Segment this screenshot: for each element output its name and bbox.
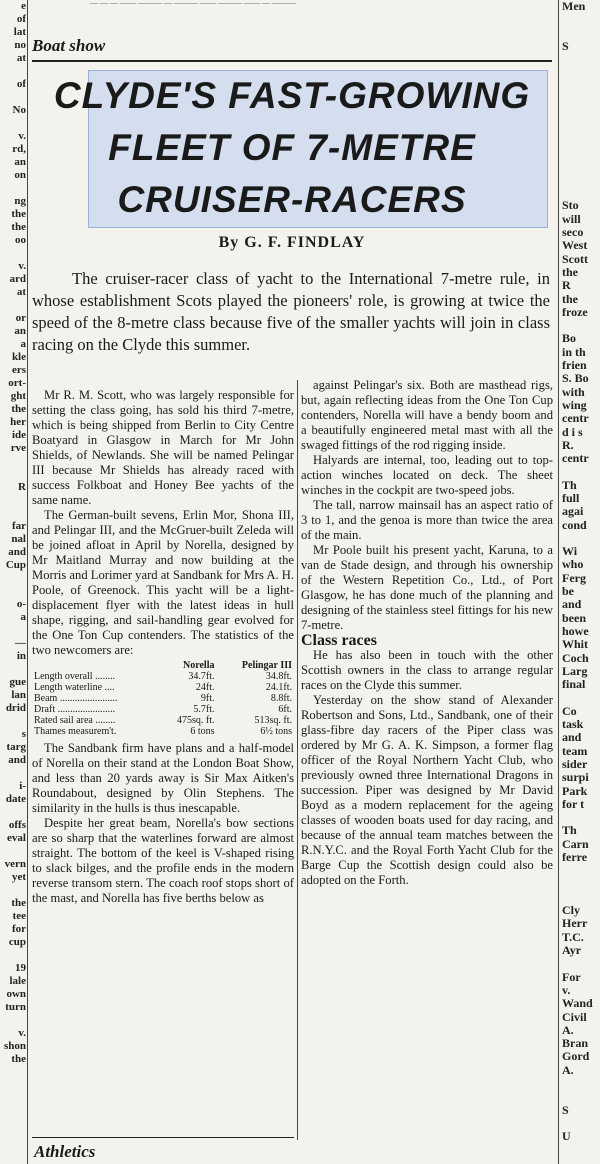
table-row — [32, 726, 294, 737]
table-cell: 34.7ft. — [188, 671, 215, 682]
next-section-label: Athletics — [34, 1142, 96, 1161]
cropped-text-fragment — [0, 806, 26, 819]
cropped-text-fragment: Bran — [562, 1036, 589, 1051]
cropped-text-fragment: U — [562, 1129, 571, 1144]
cropped-text-fragment: be — [562, 584, 574, 599]
cropped-text-fragment: turn — [5, 1001, 26, 1013]
cropped-text-fragment — [0, 663, 26, 676]
cropped-text-fragment: ort- — [8, 377, 26, 389]
cropped-text-fragment — [562, 811, 600, 824]
cropped-text-fragment — [562, 1117, 600, 1130]
headline — [32, 70, 552, 226]
paragraph: Despite her great beam, Norella's bow sections are so sharp that the waterlines forward are almost straight. The bottom of the keel is V-shaped rising to slack bilges, and the profile ends in the modern reverse transom stern. The coach roof stops short of the mast, and Norella has five berths below as — [32, 816, 294, 905]
cropped-text-fragment — [0, 65, 26, 78]
cropped-text-fragment — [0, 494, 26, 507]
cropped-text-fragment: A. — [562, 1022, 574, 1037]
cropped-text-fragment: seco — [562, 225, 584, 240]
paragraph: Mr Poole built his present yacht, Karuna, to a van de Stade design, and through his ownership of the Western Repetition Co., Ltd., of Port Glasgow, he has done much of the planning and designing of the stainless steel fittings for his new 7-metre. — [301, 543, 553, 632]
left-column-rule — [27, 0, 28, 1164]
cropped-text-fragment: 19 — [15, 962, 26, 974]
cropped-text-fragment: at — [16, 286, 26, 298]
cropped-text-fragment: offs — [8, 819, 26, 831]
cropped-text-fragment: far — [11, 520, 26, 532]
cropped-text-fragment: targ — [6, 741, 26, 753]
cropped-text-fragment: Carn — [562, 836, 589, 851]
cropped-text-fragment: ide — [11, 429, 26, 441]
cropped-text-fragment: a — [20, 611, 26, 623]
table-row — [32, 671, 294, 682]
cropped-text-fragment: final — [562, 677, 586, 692]
cropped-text-fragment — [562, 864, 600, 877]
cropped-text-fragment: in — [16, 650, 26, 662]
cropped-text-fragment: and — [562, 597, 582, 612]
cropped-text-fragment — [0, 845, 26, 858]
cropped-text-fragment: the — [11, 897, 26, 909]
cropped-text-fragment — [562, 133, 600, 146]
cropped-text-fragment: the — [11, 1053, 26, 1065]
cropped-text-fragment: cup — [8, 936, 26, 948]
cropped-text-fragment: or — [15, 312, 26, 324]
table-cell: Rated sail area ........ — [34, 715, 116, 726]
cropped-text-fragment: v. — [18, 1027, 26, 1039]
paragraph: Mr R. M. Scott, who was largely responsible for setting the class going, has sold his third 7-metre, which is being shipped from Berlin to City Centre Boatyard in Glasgow in March for Mr John Shields, of Newlands. She will be named Pelingar III because Mr Shields has already raced with success Folkboat and Honey Bee yachts of the same name. — [32, 388, 294, 507]
cropped-text-fragment — [562, 120, 600, 133]
table-cell: Beam ....................... — [34, 693, 118, 704]
cropped-text-fragment: task — [562, 717, 584, 732]
cropped-text-fragment — [562, 691, 600, 704]
cropped-text-fragment: and — [8, 754, 26, 766]
cropped-text-fragment: wing — [562, 397, 587, 412]
cropped-text-fragment: Gord — [562, 1049, 590, 1064]
cropped-text-fragment: Ayr — [562, 943, 582, 958]
cropped-text-fragment: her — [10, 416, 26, 428]
table-row — [32, 693, 294, 704]
cropped-text-fragment — [0, 91, 26, 104]
table-cell: Length overall ........ — [34, 671, 116, 682]
cropped-text-fragment: Th — [562, 823, 577, 838]
cropped-text-fragment: with — [562, 384, 585, 399]
cropped-text-fragment: and — [562, 730, 582, 745]
cropped-text-fragment: West — [562, 238, 588, 253]
cropped-text-fragment: drid — [5, 702, 26, 714]
table-header-row — [32, 660, 294, 671]
cropped-text-fragment — [562, 1090, 600, 1103]
cropped-text-fragment: who — [562, 557, 584, 572]
cropped-text-fragment: A. — [562, 1062, 574, 1077]
right-neighbour-column — [562, 0, 600, 1164]
cropped-text-fragment — [562, 66, 600, 79]
cropped-text-fragment: v. — [18, 130, 26, 142]
cropped-text-fragment: in th — [562, 344, 586, 359]
cropped-text-fragment: shon — [3, 1040, 26, 1052]
byline: By G. F. FINDLAY — [218, 234, 366, 251]
cropped-text-fragment: centr — [562, 451, 589, 466]
cropped-text-fragment: Cup — [5, 559, 26, 571]
subheading: Class races — [301, 632, 377, 649]
cropped-text-fragment — [562, 27, 600, 40]
cropped-text-fragment — [0, 247, 26, 260]
cropped-text-fragment — [562, 1077, 600, 1090]
cropped-text-fragment: ers — [11, 364, 26, 376]
headline-line: CLYDE'S FAST-GROWING — [53, 75, 531, 116]
cropped-text-fragment: s — [21, 728, 26, 740]
cropped-text-fragment: ard — [9, 273, 26, 285]
table-cell: 34.8ft. — [265, 671, 292, 682]
cropped-text-fragment: and — [8, 546, 26, 558]
cropped-text-fragment: Co — [562, 703, 577, 718]
table-cell: 5.7ft. — [193, 704, 215, 715]
cropped-text-fragment — [562, 53, 600, 66]
table-cell: 8.8ft. — [270, 693, 292, 704]
table-cell: 9ft. — [200, 693, 215, 704]
cropped-text-fragment: v. — [18, 260, 26, 272]
cropped-text-fragment: centr — [562, 411, 589, 426]
cropped-text-fragment: of — [16, 78, 26, 90]
table-row — [32, 682, 294, 693]
cropped-text-fragment: kle — [11, 351, 26, 363]
cropped-text-fragment: frien — [562, 358, 587, 373]
cropped-text-fragment: for — [11, 923, 26, 935]
cropped-text-fragment: Bo — [562, 331, 577, 346]
cropped-text-fragment: Th — [562, 477, 577, 492]
cropped-text-fragment — [562, 532, 600, 545]
cropped-text-fragment: of — [16, 13, 26, 25]
cropped-text-fragment — [0, 468, 26, 481]
cropped-text-fragment: lale — [9, 975, 26, 987]
cropped-text-fragment: S — [562, 38, 569, 53]
cropped-text-fragment — [562, 891, 600, 904]
cropped-text-fragment: eval — [7, 832, 26, 844]
table-cell: 513sq. ft. — [254, 715, 292, 726]
cropped-text-fragment — [0, 117, 26, 130]
cropped-text-fragment: R — [562, 278, 571, 293]
cropped-text-fragment — [0, 1014, 26, 1027]
cropped-text-fragment: lan — [11, 689, 26, 701]
paragraph: against Pelingar's six. Both are masthead rigs, but, again reflecting ideas from the One Ton Cup contenders, Norella will have a bendy boom and a beautifully engineered metal mast with all the swaged fittings of the rod rigging inside. — [301, 378, 553, 452]
cropped-text-fragment: been — [562, 610, 586, 625]
cropped-text-fragment: the — [11, 221, 26, 233]
cropped-text-fragment — [562, 160, 600, 173]
paragraph: He has also been in touch with the other Scottish owners in the class to arrange regular races on the Clyde this summer. — [301, 648, 553, 692]
table-cell: Length waterline .... — [34, 682, 115, 693]
cropped-text-fragment: rd, — [12, 143, 26, 155]
cropped-text-fragment: Scott — [562, 251, 588, 266]
cropped-text-fragment — [0, 507, 26, 520]
cropped-text-fragment: Wand — [562, 996, 593, 1011]
table-cell: 475sq. ft. — [176, 715, 215, 726]
cropped-text-fragment: Cly — [562, 903, 580, 918]
cropped-text-fragment: Men — [562, 0, 586, 13]
cropped-text-fragment — [0, 299, 26, 312]
cropped-text-fragment: Ferg — [562, 570, 586, 585]
cropped-text-fragment: T.C. — [562, 929, 584, 944]
section-rule — [32, 60, 552, 62]
headline-line: FLEET OF 7-METRE — [108, 127, 476, 168]
paragraph: Halyards are internal, too, leading out to top-action winches located on deck. The sheet winches in the cockpit are two-speed jobs. — [301, 453, 553, 497]
cropped-text-fragment — [562, 319, 600, 332]
cropped-text-fragment: No — [12, 104, 26, 116]
paragraph: The German-built sevens, Erlin Mor, Shona III, and Pelingar III, and the McGruer-built Zeleda will be joined afloat in April by Norella, designed by Mr Maitland Murray and now building at the Morris and Lorimer yard at Sandbank for Mrs A. H. Poole, of Greenock. This yacht will be a light-displacement flyer with the latest ideas in hull shape, rigging, and sail-handling gear evolved for the One Ton Cup contenders. The statistics of the two newcomers are: — [32, 508, 294, 657]
cropped-text-fragment: full — [562, 490, 580, 505]
table-header-cell: Pelingar III — [241, 660, 292, 671]
table-header-cell — [32, 660, 157, 671]
cropped-text-fragment: S — [562, 1102, 569, 1117]
cropped-text-fragment: a — [20, 338, 26, 350]
paragraph: The Sandbank firm have plans and a half-model of Norella on their stand at the London Boat Show, and less than 20 yards away is Sir Max Aitken's Roundabout, designed by Olin Stephens. The similarity in the hulls is thus inescapable. — [32, 741, 294, 815]
cropped-text-fragment: d i s — [562, 424, 583, 439]
cropped-text-fragment: lat — [13, 26, 26, 38]
cropped-text-fragment — [0, 585, 26, 598]
cropped-text-fragment: froze — [562, 304, 588, 319]
cropped-text-fragment: ght — [10, 390, 26, 402]
table-row — [32, 704, 294, 715]
table-header-cell: Norella — [183, 660, 215, 671]
cropped-text-fragment — [0, 767, 26, 780]
cropped-text-fragment — [0, 715, 26, 728]
cropped-text-fragment: vern — [4, 858, 26, 870]
article-column-1 — [32, 388, 294, 906]
statistics-table — [32, 660, 294, 737]
paragraph: Yesterday on the show stand of Alexander Robertson and Sons, Ltd., Sandbank, one of their glass-fibre day racers of the Piper class was ordered by Mr G. A. K. Simpson, a former flag officer of the Royal Northern Yacht Club, who previously owned three International Dragons in succession. Piper was designed by Mr David Boyd as a modern replacement for the ageing classes of wooden boats used for day racing, and because of the annual team matches between the R.N.Y.C. and the Royal Forth Yacht Club for the Barge Cup the Scottish design could also be adopted on the Forth. — [301, 693, 553, 887]
cropped-text-fragment: rve — [10, 442, 26, 454]
cropped-text-fragment: nal — [11, 533, 26, 545]
cropped-text-fragment: yet — [11, 871, 26, 883]
cropped-text-fragment: will — [562, 211, 581, 226]
cropped-text-fragment — [562, 80, 600, 93]
cropped-text-fragment: the — [11, 403, 26, 415]
headline-line: CRUISER-RACERS — [117, 179, 467, 220]
cropped-text-fragment — [0, 455, 26, 468]
cropped-text-fragment: no — [14, 39, 26, 51]
cropped-text-fragment: cond — [562, 517, 587, 532]
table-cell: 6ft. — [278, 704, 292, 715]
cropped-text-fragment: S. Bo — [562, 371, 589, 386]
cropped-text-fragment: tee — [12, 910, 26, 922]
right-column-rule — [558, 0, 559, 1164]
cropped-text-fragment: R. — [562, 437, 574, 452]
cropped-text-fragment: Park — [562, 783, 588, 798]
section-label: Boat show — [32, 36, 106, 55]
cropped-text-fragment: howe — [562, 623, 589, 638]
cropped-text-fragment: at — [16, 52, 26, 64]
cropped-text-fragment: R — [18, 481, 26, 493]
cropped-text-fragment: an — [14, 156, 26, 168]
cropped-text-fragment — [562, 13, 600, 26]
table-cell: Thames measurem't. — [34, 726, 117, 737]
cropped-text-fragment: Civil — [562, 1009, 587, 1024]
cropped-text-fragment: team — [562, 743, 588, 758]
cropped-text-fragment: v. — [562, 982, 571, 997]
cropped-text-fragment: gue — [9, 676, 26, 688]
cropped-text-fragment: own — [6, 988, 26, 1000]
cropped-text-fragment — [562, 93, 600, 106]
cropped-text-fragment: an — [14, 325, 26, 337]
cropped-text-fragment — [562, 186, 600, 199]
left-neighbour-column — [0, 0, 26, 1164]
cropped-text-fragment: Sto — [562, 198, 579, 213]
cropped-text-fragment: surpi — [562, 770, 589, 785]
cropped-text-fragment: o- — [16, 598, 26, 610]
cropped-text-fragment: i- — [19, 780, 26, 792]
cropped-text-fragment — [562, 173, 600, 186]
cropped-text-fragment: on — [14, 169, 26, 181]
cropped-text-fragment — [0, 949, 26, 962]
cropped-text-fragment: — — [15, 637, 26, 649]
cropped-text-fragment — [0, 182, 26, 195]
table-cell: 6½ tons — [260, 726, 292, 737]
cropped-text-fragment — [562, 465, 600, 478]
table-cell: 24.1ft. — [265, 682, 292, 693]
cropped-text-fragment: date — [5, 793, 26, 805]
cropped-text-fragment: the — [562, 264, 578, 279]
cropped-text-fragment — [0, 572, 26, 585]
cropped-text-fragment: ng — [14, 195, 26, 207]
cropped-text-fragment — [0, 624, 26, 637]
table-cell: 6 tons — [190, 726, 215, 737]
paragraph: The tall, narrow mainsail has an aspect ratio of 3 to 1, and the genoa is more than twice the area of the main. — [301, 498, 553, 542]
bottom-section-rule — [32, 1137, 294, 1138]
cropped-text-fragment: Coch — [562, 650, 589, 665]
cropped-text-fragment: Larg — [562, 663, 588, 678]
table-row — [32, 715, 294, 726]
cropped-text-fragment: ferre — [562, 850, 588, 864]
cropped-text-fragment — [0, 884, 26, 897]
article-column-2 — [301, 378, 553, 888]
table-cell: 24ft. — [195, 682, 215, 693]
cropped-text-fragment: for t — [562, 796, 585, 811]
table-cell: Draft ....................... — [34, 704, 116, 715]
intro-paragraph: The cruiser-racer class of yacht to the International 7-metre rule, in whose establishment Scots played the pioneers' role, is growing at twice the speed of the 8-metre class because five of the smaller yachts will join in class racing on the Clyde this summer. — [32, 269, 550, 354]
cropped-text-fragment: e — [21, 0, 26, 12]
cropped-text-fragment: For — [562, 969, 581, 984]
cropped-text-fragment — [562, 106, 600, 119]
cropped-text-fragment — [562, 878, 600, 891]
column-rule — [297, 380, 298, 1140]
cropped-text-fragment: Herr — [562, 916, 588, 931]
cropped-text-fragment — [562, 957, 600, 970]
cropped-text-fragment: sider — [562, 756, 588, 771]
top-strip-cropped-text: — — — —— ——— — ——— —— ——— —— — ——— — [90, 0, 296, 6]
cropped-text-fragment: oo — [15, 234, 26, 246]
cropped-text-fragment: the — [11, 208, 26, 220]
cropped-text-fragment — [562, 146, 600, 159]
cropped-text-fragment: the — [562, 291, 578, 306]
cropped-text-fragment: Whit — [562, 637, 589, 652]
cropped-text-fragment: agai — [562, 504, 584, 519]
cropped-text-fragment: Wi — [562, 544, 578, 559]
